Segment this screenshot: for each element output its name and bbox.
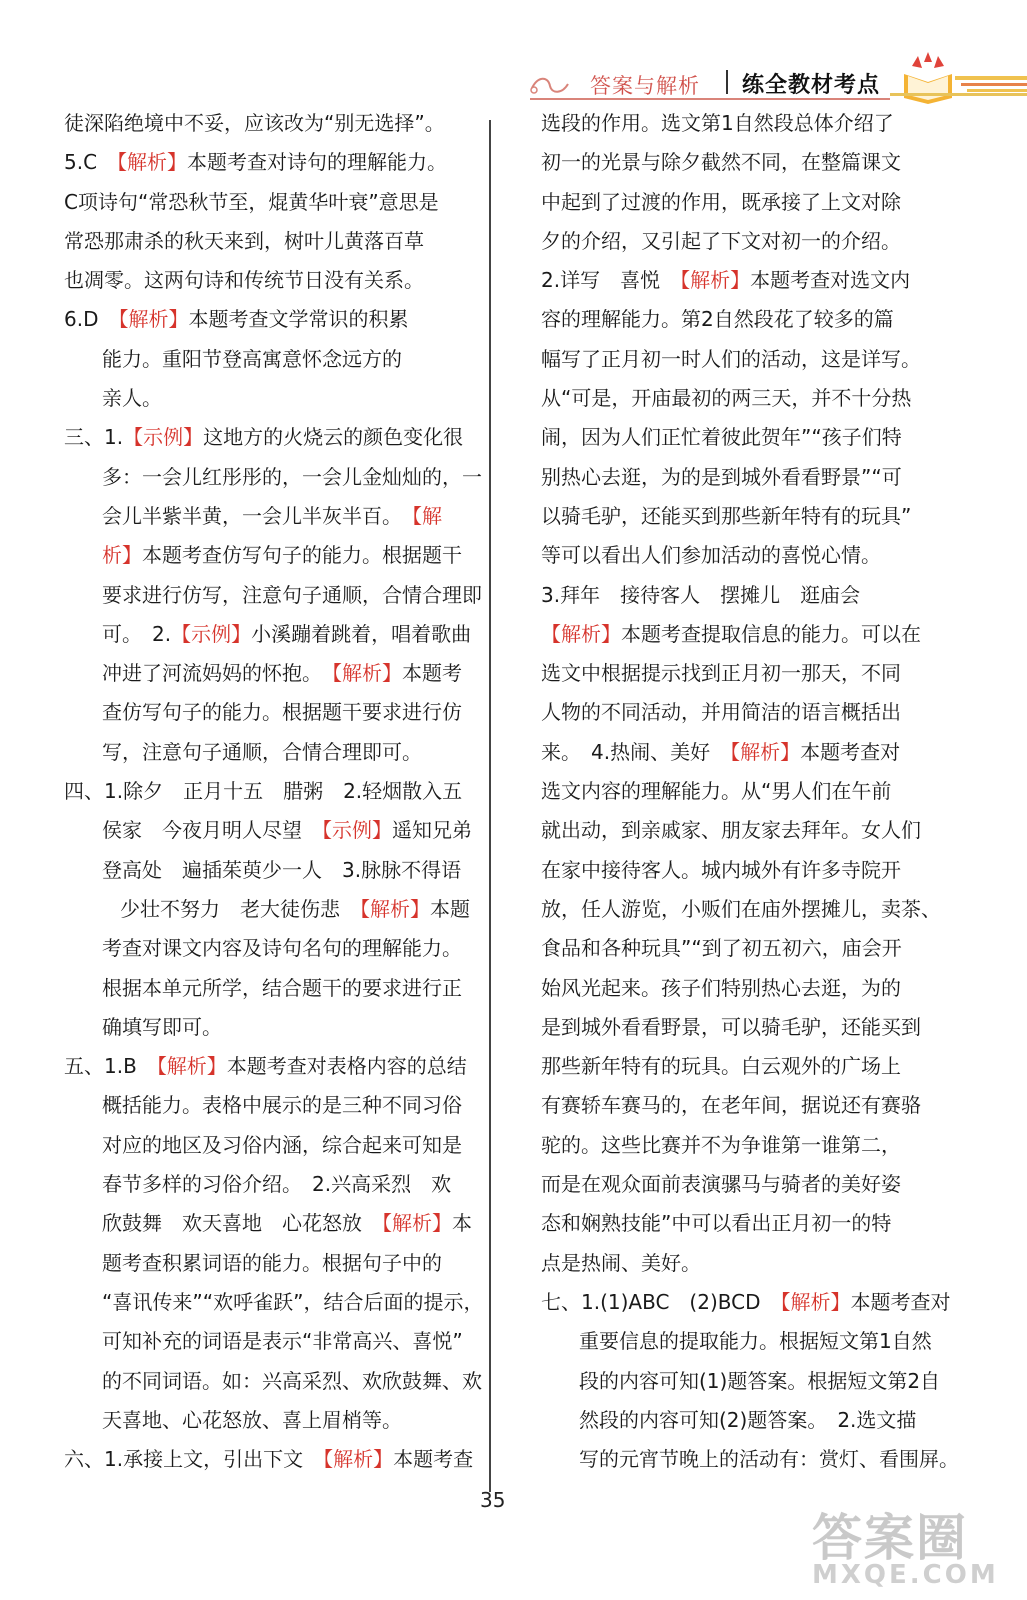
answer-text: 容的理解能力。第2自然段花了较多的篇 (541, 307, 894, 332)
answer-line (541, 497, 925, 536)
answer-text: 对应的地区及习俗内涵，综合起来可知是 (102, 1132, 462, 1157)
answer-text: 本 (452, 1211, 472, 1236)
answer-text: 遥知兄弟 (392, 818, 472, 843)
analysis-tag: 【示例】 (123, 425, 204, 450)
answer-text: 可知补充的词语是表示“非常高兴、喜悦” (102, 1329, 463, 1354)
answer-line (64, 1244, 478, 1283)
answer-text: 写，注意句子通顺，合情合理即可。 (102, 739, 422, 764)
answer-text: 本题考查 (393, 1447, 474, 1472)
answer-text: 查仿写句子的能力。根据题干要求进行仿 (102, 700, 462, 725)
answer-line (64, 1322, 478, 1361)
answer-text: 夕的介绍，又引起了下文对初一的介绍。 (541, 228, 901, 253)
answer-text: 考查对课文内容及诗句名句的理解能力。 (102, 936, 462, 961)
answer-line (541, 969, 925, 1008)
answer-text: 就出动，到亲戚家、朋友家去拜年。女人们 (541, 818, 921, 843)
answer-text: 可。 2. (102, 621, 172, 646)
answer-text: 食品和各种玩具”“到了初五初六，庙会开 (541, 936, 902, 961)
answer-line (64, 1047, 478, 1086)
answer-text: 5.C (64, 150, 118, 175)
answer-text: 能力。重阳节登高寓意怀念远方的 (102, 346, 402, 371)
answer-text: 本题考查仿写句子的能力。根据题干 (142, 543, 462, 568)
analysis-tag: 【示例】 (171, 621, 252, 646)
page-header (0, 0, 1027, 112)
answer-text: 本题 (430, 896, 470, 921)
answer-line (64, 1440, 478, 1479)
answer-text: 六、1.承接上文，引出下文 (64, 1447, 324, 1472)
analysis-tag: 【解析】 (730, 739, 801, 764)
answer-line (64, 1086, 478, 1125)
answer-line (64, 418, 478, 457)
analysis-tag: 【解析】 (680, 268, 751, 293)
answer-line (64, 811, 478, 850)
answer-line (64, 890, 478, 929)
answer-text: 小溪蹦着跳着，唱着歌曲 (251, 621, 472, 646)
answer-text: 这地方的火烧云的颜色变化很 (203, 425, 464, 450)
answer-text: 徒深陷绝境中不妥，应该改为“别无选择”。 (64, 111, 445, 135)
answer-text: 根据本单元所学，结合题干的要求进行正 (102, 975, 462, 1000)
answer-line (541, 261, 925, 300)
answer-text: 从“可是，开庙最初的两三天，并不十分热 (541, 386, 912, 411)
answer-text: 天喜地、心花怒放、喜上眉梢等。 (102, 1407, 402, 1432)
answer-line (64, 1362, 482, 1401)
answer-line (541, 1165, 925, 1204)
answer-text: 来。 4.热闹、美好 (541, 739, 731, 764)
answer-line (541, 1086, 925, 1125)
answer-line (541, 1008, 925, 1047)
answer-text: 等可以看出人们参加活动的喜悦心情。 (541, 543, 881, 568)
answer-line (64, 300, 478, 339)
answer-line (541, 1244, 925, 1283)
analysis-tag: 【解析】 (332, 661, 402, 686)
answer-line (64, 104, 478, 143)
answer-line (64, 1204, 478, 1243)
answer-line (541, 1362, 941, 1401)
answer-line (64, 1126, 478, 1165)
answer-line (541, 1204, 925, 1243)
answer-text: 放，任人游览，小贩们在庙外摆摊儿，卖茶、 (541, 896, 941, 921)
answer-line (64, 183, 478, 222)
answer-line (541, 1047, 925, 1086)
analysis-tag: 【解析】 (780, 1289, 851, 1314)
answer-text: 初一的光景与除夕截然不同，在整篇课文 (541, 150, 901, 175)
answer-line (541, 458, 925, 497)
answer-text: 2.详写 喜悦 (541, 268, 681, 293)
answer-line (64, 693, 478, 732)
answer-text: 幅写了正月初一时人们的活动，这是详写。 (541, 346, 921, 371)
answer-line (64, 1283, 484, 1322)
answer-line (541, 851, 925, 890)
answer-text: C项诗句“常恐秋节至，焜黄华叶衰”意思是 (64, 189, 439, 214)
answer-line (64, 576, 482, 615)
answer-text: 也凋零。这两句诗和传统节日没有关系。 (64, 268, 424, 293)
answer-text: 那些新年特有的玩具。白云观外的广场上 (541, 1054, 901, 1079)
answer-line (541, 654, 925, 693)
answer-text: 要求进行仿写，注意句子通顺，合情合理即 (102, 582, 482, 607)
answer-line (541, 890, 941, 929)
answer-line (541, 300, 925, 339)
answer-line (541, 811, 925, 850)
answer-text: 重要信息的提取能力。根据短文第1自然 (579, 1329, 932, 1354)
open-book-icon (898, 52, 958, 104)
answer-text: 确填写即可。 (102, 1014, 222, 1039)
answer-line (541, 1440, 959, 1479)
answer-line (64, 379, 478, 418)
analysis-tag: 【示例】 (322, 818, 392, 843)
answer-line (64, 969, 478, 1008)
answer-line (64, 222, 478, 261)
right-column (541, 104, 959, 1479)
answer-text: 选文中根据提示找到正月初一那天，不同 (541, 661, 901, 686)
answer-line (64, 536, 478, 575)
answer-text: 在家中接待客人。城内城外有许多寺院开 (541, 857, 901, 882)
answer-text: 的不同词语。如：兴高采烈、欢欣鼓舞、欢 (102, 1368, 482, 1393)
answer-line (64, 1401, 478, 1440)
answer-text: 有赛轿车赛马的，在老年间，据说还有赛骆 (541, 1093, 921, 1118)
answer-text: 始风光起来。孩子们特别热心去逛，为的 (541, 975, 901, 1000)
answer-text: 然段的内容可知(2)题答案。 2.选文描 (579, 1407, 917, 1432)
answer-text: 冲进了河流妈妈的怀抱。 (102, 661, 332, 686)
answer-line (64, 733, 478, 772)
analysis-tag: 析】 (102, 543, 142, 568)
header-accent-rule (890, 93, 1027, 96)
header-separator (726, 70, 728, 94)
book-title: 练全教材考点 (742, 73, 881, 98)
answer-text: 本题考查提取信息的能力。可以在 (621, 621, 921, 646)
answer-line (64, 654, 478, 693)
answer-text: 以骑毛驴，还能买到那些新年特有的玩具” (541, 503, 912, 528)
answer-line (541, 379, 925, 418)
answer-line (541, 183, 925, 222)
answer-text: 概括能力。表格中展示的是三种不同习俗 (102, 1093, 462, 1118)
analysis-tag: 【解析】 (541, 621, 621, 646)
answer-text: 选文内容的理解能力。从“男人们在午前 (541, 779, 892, 804)
ornament-icon (528, 74, 572, 98)
answer-text: 本题考查对 (800, 739, 901, 764)
answer-line (64, 261, 478, 300)
answer-text: 本题考 (402, 661, 462, 686)
answer-text: 本题考查对选文内 (750, 268, 911, 293)
answer-line (541, 1283, 951, 1322)
watermark-logo: 答案圈 (812, 1509, 968, 1567)
left-column (64, 104, 484, 1479)
page-number: 35 (480, 1488, 506, 1512)
answer-text: 亲人。 (102, 386, 162, 411)
answer-line (541, 733, 925, 772)
answer-text: 少壮不努力 老大徒伤悲 (120, 896, 360, 921)
answer-text: 题考查积累词语的能力。根据句子中的 (102, 1250, 442, 1275)
answer-text: 中起到了过渡的作用，既承接了上文对除 (541, 189, 901, 214)
answer-text: 七、1.(1)ABC (2)BCD (541, 1289, 781, 1314)
answer-line (541, 1401, 925, 1440)
answer-text: 6.D (64, 307, 119, 332)
answer-text: 会儿半紫半黄，一会儿半灰半百。 (102, 503, 412, 528)
answer-text: 点是热闹、美好。 (541, 1250, 701, 1275)
answer-text: 是到城外看看野景，可以骑毛驴，还能买到 (541, 1014, 921, 1039)
answer-text: 人物的不同活动，并用简洁的语言概括出 (541, 700, 901, 725)
answer-line (64, 772, 478, 811)
answer-line (541, 536, 925, 575)
answer-text: 本题考查对表格内容的总结 (226, 1054, 467, 1079)
answer-line (64, 458, 482, 497)
answer-line (64, 929, 478, 968)
answer-line (541, 1126, 925, 1165)
answer-line (541, 143, 925, 182)
answer-text: 闹，因为人们正忙着彼此贺年”“孩子们特 (541, 425, 902, 450)
answer-line (541, 222, 925, 261)
analysis-tag: 【解析】 (117, 150, 188, 175)
analysis-tag: 【解析】 (360, 896, 430, 921)
answer-line (64, 615, 478, 654)
analysis-tag: 【解析】 (323, 1447, 394, 1472)
answer-text: 三、1. (64, 425, 124, 450)
answer-line (64, 143, 478, 182)
answer-line (64, 1008, 478, 1047)
answer-text: 侯家 今夜月明人尽望 (102, 818, 322, 843)
watermark-url: MXQE.COM (812, 1560, 999, 1590)
section-title: 答案与解析 (590, 74, 700, 98)
answer-text: 选段的作用。选文第1自然段总体介绍了 (541, 111, 894, 135)
answer-text: 常恐那肃杀的秋天来到，树叶儿黄落百草 (64, 228, 424, 253)
answer-text: 四、1.除夕 正月十五 腊粥 2.轻烟散入五 (64, 779, 463, 804)
answer-text: 驼的。这些比赛并不为争谁第一谁第二， (541, 1132, 901, 1157)
answer-text: 3.拜年 接待客人 摆摊儿 逛庙会 (541, 582, 861, 607)
answer-line (64, 851, 478, 890)
answer-line (541, 693, 925, 732)
analysis-tag: 【解析】 (156, 1054, 227, 1079)
answer-text: 五、1.B (64, 1054, 157, 1079)
answer-text: 别热心去逛，为的是到城外看看野景”“可 (541, 464, 902, 489)
answer-line (541, 340, 925, 379)
answer-text: 而是在观众面前表演骡马与骑者的美好姿 (541, 1172, 901, 1197)
answer-line (541, 772, 925, 811)
column-divider (489, 120, 491, 1492)
answer-line (64, 1165, 478, 1204)
answer-line (64, 497, 478, 536)
answer-line (541, 104, 925, 143)
answer-line (541, 1322, 932, 1361)
answer-text: 本题考查对诗句的理解能力。 (187, 150, 448, 175)
analysis-tag: 【解析】 (118, 307, 189, 332)
analysis-tag: 【解析】 (382, 1211, 452, 1236)
answer-text: 欣鼓舞 欢天喜地 心花怒放 (102, 1211, 382, 1236)
answer-line (541, 576, 925, 615)
answer-text: 段的内容可知(1)题答案。根据短文第2自 (579, 1368, 941, 1393)
answer-text: 本题考查对 (850, 1289, 951, 1314)
answer-text: 多：一会儿红彤彤的，一会儿金灿灿的，一 (102, 464, 482, 489)
answer-text: 春节多样的习俗介绍。 2.兴高采烈 欢 (102, 1172, 452, 1197)
answer-text: “喜讯传来”“欢呼雀跃”，结合后面的提示， (102, 1289, 484, 1314)
analysis-tag: 【解 (412, 503, 442, 528)
answer-text: 态和娴熟技能”中可以看出正月初一的特 (541, 1211, 892, 1236)
answer-text: 写的元宵节晚上的活动有：赏灯、看围屏。 (579, 1447, 959, 1472)
answer-text: 本题考查文学常识的积累 (188, 307, 409, 332)
answer-line (541, 418, 925, 457)
answer-line (64, 340, 478, 379)
answer-line (541, 929, 925, 968)
answer-line (541, 615, 925, 654)
answer-text: 登高处 遍插茱萸少一人 3.脉脉不得语 (102, 857, 462, 882)
